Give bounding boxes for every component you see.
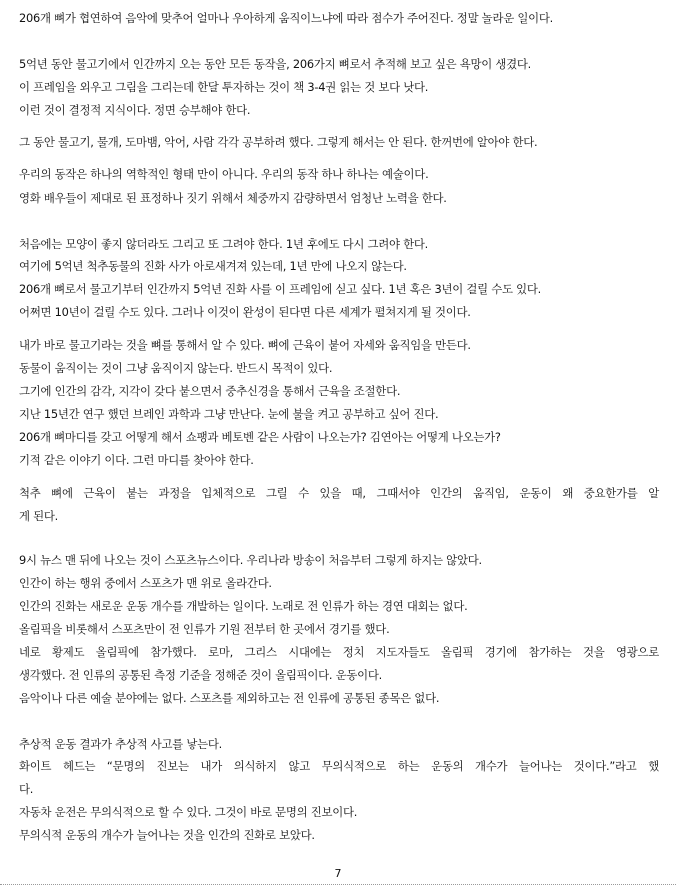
text-line: 9시 뉴스 맨 뒤에 나오는 것이 스포츠뉴스이다. 우리나라 방송이 처음부터 그렇게 하지는 않았다. [19, 553, 482, 567]
text-line: 우리의 동작은 하나의 역학적인 형태 만이 아니다. 우리의 동작 하나 하나는 예술이다. [19, 167, 429, 181]
text-line: 여기에 5억년 척추동물의 진화 사가 아로새겨져 있는데, 1년 만에 나오지 않는다. [19, 259, 407, 273]
text-line: 이 프레임을 외우고 그림을 그리는데 한달 투자하는 것이 책 3-4권 읽는 것 보다 낫다. [19, 80, 429, 94]
text-line: 지난 15년간 연구 했던 브레인 과학과 그냥 만난다. 눈에 불을 켜고 공부하고 싶어 진다. [19, 407, 439, 421]
text-line: 처음에는 모양이 좋지 않더라도 그리고 또 그려야 한다. 1년 후에도 다시 그려야 한다. [19, 237, 429, 251]
text-line: 올림픽을 비롯해서 스포츠만이 전 인류가 기원 전부터 한 곳에서 경기를 했다. [19, 622, 390, 636]
text-line: 무의식적 운동의 개수가 늘어나는 것을 인간의 진화로 보았다. [19, 828, 315, 842]
text-line: 네로 황제도 올림픽에 참가했다. 로마, 그리스 시대에는 정치 지도자들도 올림픽 경기에 참가하는 것을 영광으로 [19, 645, 659, 659]
text-line: 인간의 진화는 새로운 운동 개수를 개발하는 일이다. 노래로 전 인류가 하는 경연 대회는 없다. [19, 599, 468, 613]
page-number: 7 [334, 867, 342, 880]
text-line: 추상적 운동 결과가 추상적 사고를 낳는다. [19, 737, 223, 751]
text-line: 206개 뼈가 협연하여 음악에 맞추어 얼마나 우아하게 움직이느냐에 따라 점수가 주어진다. 정말 놀라운 일이다. [19, 11, 553, 25]
text-line: 생각했다. 전 인류의 공통된 측정 기준을 정해준 것이 올림픽이다. 운동이다. [19, 668, 383, 682]
text-line: 영화 배우들이 제대로 된 표정하나 짓기 위해서 체중까지 감량하면서 엄청난 노력을 한다. [19, 191, 447, 205]
text-line: 이런 것이 결정적 지식이다. 정면 승부해야 한다. [19, 103, 251, 117]
text-line: 자동차 운전은 무의식적으로 할 수 있다. 그것이 바로 문명의 진보이다. [19, 805, 358, 819]
text-line: 척추 뼈에 근육이 붙는 과정을 입체적으로 그릴 수 있을 때, 그때서야 인간의 움직임, 운동이 왜 중요한가를 알 [19, 486, 659, 500]
text-line: 5억년 동안 물고기에서 인간까지 오는 동안 모든 동작을, 206가지 뼈로서 추적해 보고 싶은 욕망이 생겼다. [19, 57, 532, 71]
text-line: 내가 바로 물고기라는 것을 뼈를 통해서 알 수 있다. 뼈에 근육이 붙어 자세와 움직임을 만든다. [19, 338, 471, 352]
text-line: 화이트 헤드는 “문명의 진보는 내가 의식하지 않고 무의식적으로 하는 운동의 개수가 늘어나는 것이다.”라고 했 [19, 759, 659, 773]
page-edge-divider [0, 884, 676, 885]
text-line: 206개 뼈로서 물고기부터 인간까지 5억년 진화 사를 이 프레임에 싣고 싶다. 1년 혹은 3년이 걸릴 수도 있다. [19, 282, 542, 296]
text-line: 음악이나 다른 예술 분야에는 없다. 스포츠를 제외하고는 전 인류에 공통된 종목은 없다. [19, 691, 440, 705]
text-line: 기적 같은 이야기 이다. 그런 마디를 찾아야 한다. [19, 453, 254, 467]
text-line: 그 동안 물고기, 물개, 도마뱀, 악어, 사람 각각 공부하려 했다. 그렇게 해서는 안 된다. 한꺼번에 알아야 한다. [19, 135, 538, 149]
text-line: 동물이 움직이는 것이 그냥 움직이지 않는다. 반드시 목적이 있다. [19, 361, 333, 375]
text-line: 게 된다. [19, 509, 59, 523]
text-line: 206개 뼈마디를 갖고 어떻게 해서 쇼팽과 베토벤 같은 사람이 나오는가? 김연아는 어떻게 나오는가? [19, 430, 501, 444]
text-line: 다. [19, 782, 34, 796]
text-line: 어쩌면 10년이 걸릴 수도 있다. 그러나 이것이 완성이 된다면 다른 세계가 펼쳐지게 될 것이다. [19, 305, 471, 319]
text-line: 인간이 하는 행위 중에서 스포츠가 맨 위로 올라간다. [19, 576, 272, 590]
text-line: 그기에 인간의 감각, 지각이 갖다 붙으면서 중추신경을 통해서 근육을 조절한다. [19, 384, 401, 398]
